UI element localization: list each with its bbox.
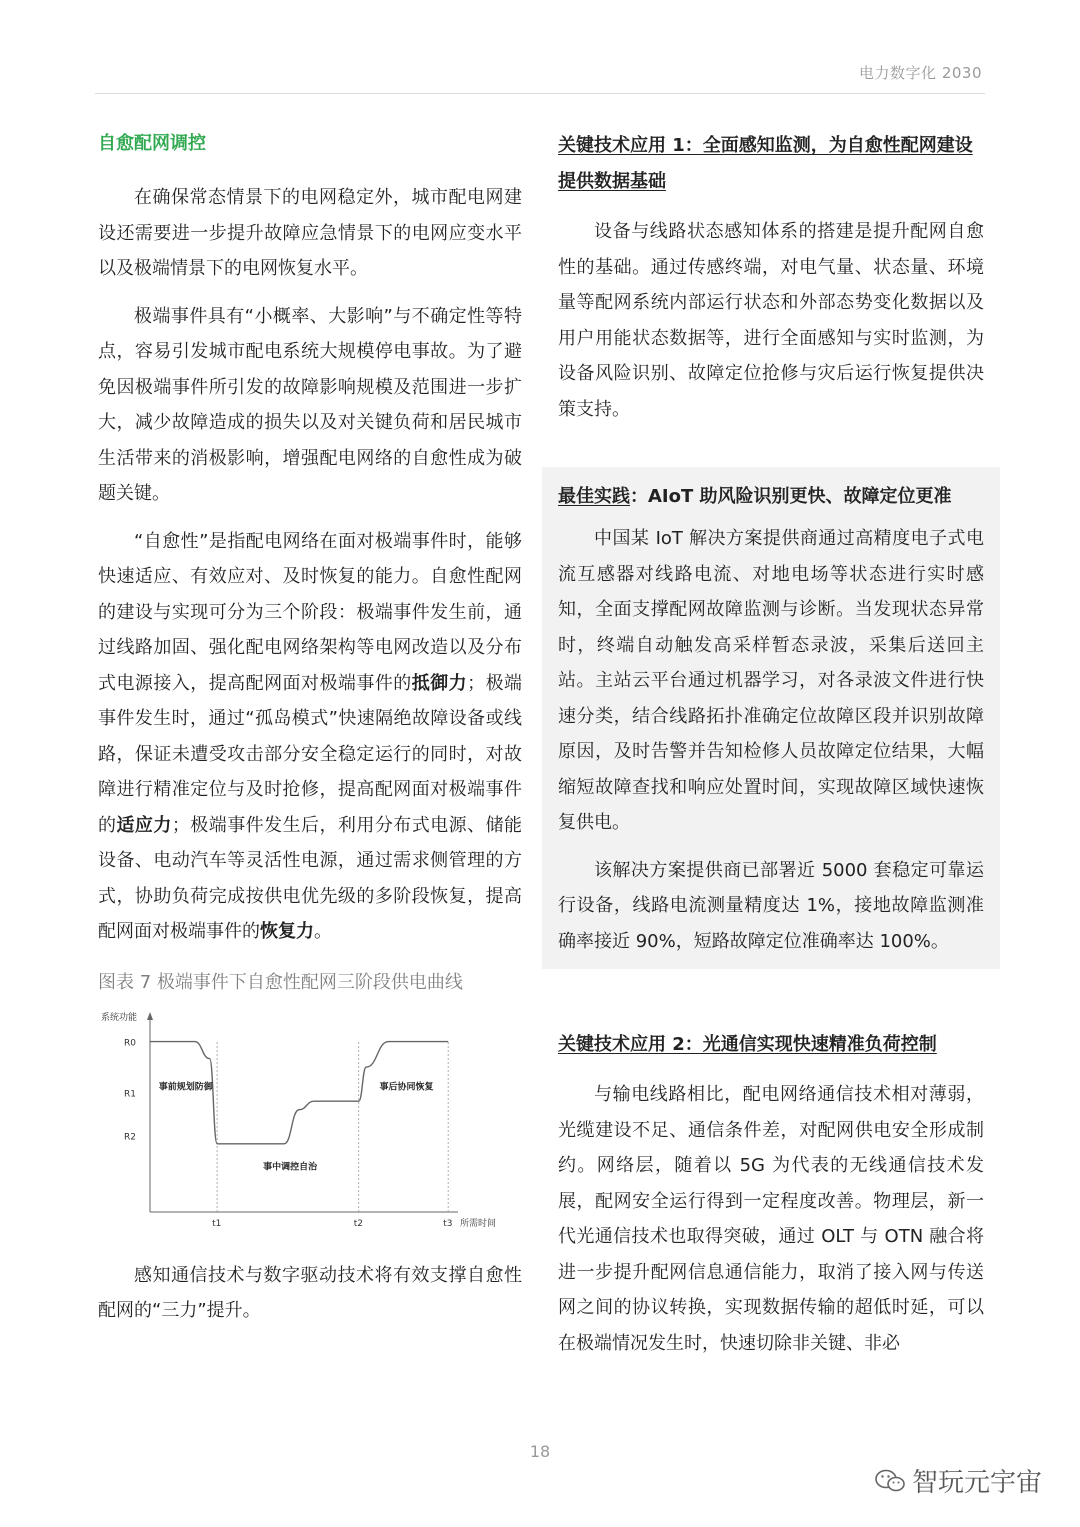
key-tech-2-paragraph: 与输电线路相比，配电网络通信技术相对薄弱，光缆建设不足、通信条件差，对配网供电安全形成制约。网络层，随着以 5G 为代表的无线通信技术发展，配网安全运行得到一定程度改善。物理层，新一代光通信技术也取得突破，通过 OLT 与 OTN 融合将进一步提升配网信息通信能力，取消了接入网与传送网之间的协议转换，实现数据传输的超低时延，可以在极端情况发生时，快速切除非关键、非必 [558,1084,984,1354]
y-tick-label: R1 [124,1089,136,1100]
best-practice-box [542,467,1000,969]
key-tech-1-title: 关键技术应用 1：全面感知监测，为自愈性配网建设提供数据基础 [558,135,973,192]
x-tick-label: t3 [443,1218,453,1229]
y-tick-label: R2 [124,1131,136,1142]
key-tech-2-title: 关键技术应用 2：光通信实现快速精准负荷控制 [558,1034,937,1055]
key-tech-1-paragraph: 设备与线路状态感知体系的搭建是提升配网自愈性的基础。通过传感终端，对电气量、状态量、环境量等配网系统内部运行状态和外部态势变化数据以及用户用能状态数据等，进行全面感知与实时监测，为设备风险识别、故障定位抢修与灾后运行恢复提供决策支持。 [558,221,984,420]
watermark [874,1462,1042,1499]
supply-curve-chart [98,1006,522,1236]
paragraph-3 [98,524,522,950]
paragraph-4: 感知通信技术与数字驱动技术将有效支撑自愈性配网的“三力”提升。 [98,1264,522,1321]
figure-caption: 图表 7 极端事件下自愈性配网三阶段供电曲线 [98,971,463,993]
p3-text-d: ；极端事件发生后，利用分布式电源、储能设备、电动汽车等灵活性电源，通过需求侧管理的方式，协助负荷完成按供电优先级的多阶段恢复，提高配网面对极端事件的 [98,814,523,942]
header-divider [95,93,985,94]
p3-bold-3: 恢复力 [260,921,314,942]
phase-annotation: 事后协同恢复 [379,1081,434,1092]
x-axis-label: 所需时间 [460,1218,497,1229]
best-practice-title [558,481,984,513]
section-title: 自愈配网调控 [98,133,206,154]
page-number: 18 [529,1442,551,1461]
p3-bold-1: 抵御力 [411,672,468,694]
best-practice-paragraph-2: 该解决方案提供商已部署近 5000 套稳定可靠运行设备，线路电流测量精度达 1%，接地故障监测准确率接近 90%，短路故障定位准确率达 100%。 [558,859,984,952]
best-practice-paragraph-1: 中国某 IoT 解决方案提供商通过高精度电子式电流互感器对线路电流、对地电场等状态进行实时感知，全面支撑配网故障监测与诊断。当发现状态异常时，终端自动触发高采样暂态录波，采集后送回主站。主站云平台通过机器学习，对各录波文件进行快速分类，结合线路拓扑准确定位故障区段并识别故障原因，及时告警并告知检修人员故障定位结果，大幅缩短故障查找和响应处置时间，实现故障区域快速恢复供电。 [558,528,984,833]
chart-container [98,1006,522,1236]
left-column [98,128,522,1341]
x-tick-label: t2 [353,1218,363,1229]
best-practice-heading: ：AIoT 助风险识别更快、故障定位更准 [630,486,952,507]
phase-annotation: 事中调控自治 [263,1161,318,1172]
p3-text-a: “自愈性”是指配电网络在面对极端事件时，能够快速适应、有效应对、及时恢复的能力。自愈性配网的建设与实现可分为三个阶段：极端事件发生前，通过线路加固、强化配电网络架构等电网改造以及分布式电源接入，提高配网面对极端事件的 [98,530,522,694]
paragraph-2: 极端事件具有“小概率、大影响”与不确定性等特点，容易引发城市配电系统大规模停电事故。为了避免因极端事件所引发的故障影响规模及范围进一步扩大，减少故障造成的损失以及对关键负荷和居民城市生活带来的消极影响，增强配电网络的自愈性成为破题关键。 [98,305,522,504]
y-axis-arrow [147,1012,153,1020]
right-column [558,128,984,1373]
x-tick-label: t1 [212,1218,222,1229]
p3-text-e: 。 [314,921,332,942]
p3-bold-2: 适应力 [116,814,172,836]
best-practice-label: 最佳实践 [558,486,630,507]
y-axis-label: 系统功能 [101,1012,138,1023]
y-tick-label: R0 [124,1038,136,1049]
series-line [150,1041,448,1143]
phase-annotation: 事前规划防御 [158,1081,213,1092]
wechat-icon [874,1468,906,1494]
p3-text-c: ；极端事件发生时，通过“孤岛模式”快速隔绝故障设备或线路，保证未遭受攻击部分安全稳定运行的同时，对故障进行精准定位与及时抢修，提高配网面对极端事件的 [98,672,523,836]
paragraph-1: 在确保常态情景下的电网稳定外，城市配电网建设还需要进一步提升故障应急情景下的电网应变水平以及极端情景下的电网恢复水平。 [98,187,522,279]
watermark-text: 智玩元宇宙 [911,1468,1042,1498]
header-title: 电力数字化 2030 [859,64,982,82]
